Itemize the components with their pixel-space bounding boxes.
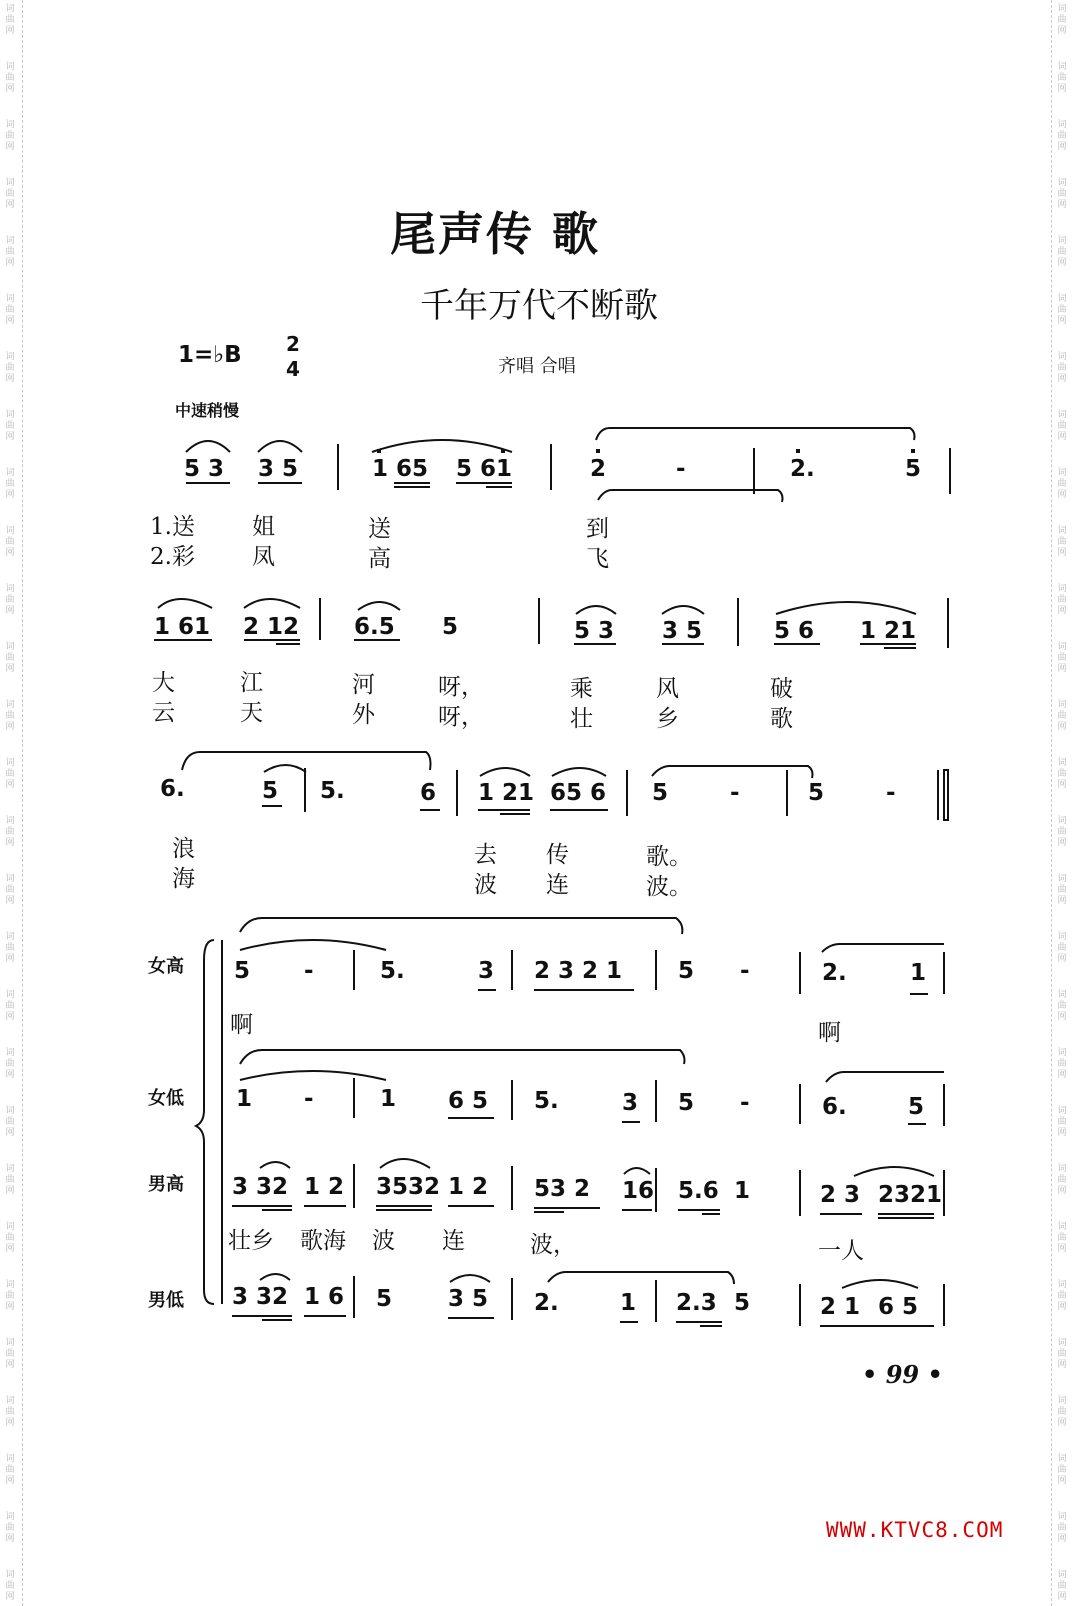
slur xyxy=(624,1168,650,1174)
note-group: 3 xyxy=(478,958,495,984)
lyric: 姐 xyxy=(252,514,275,540)
watermark-glyph: 词 曲 网 xyxy=(5,1280,15,1312)
lyric: 大 xyxy=(152,670,175,696)
watermark-glyph: 词 曲 网 xyxy=(1057,410,1067,442)
watermark-glyph: 词 曲 网 xyxy=(1057,236,1067,268)
time-signature-bottom: 4 xyxy=(286,357,300,381)
note-group: - xyxy=(740,958,750,984)
watermark-glyph: 词 曲 网 xyxy=(1057,1280,1067,1312)
slur xyxy=(576,606,616,614)
note-group: - xyxy=(730,780,740,806)
watermark-glyph: 词 曲 网 xyxy=(5,874,15,906)
lyric: 2.彩 xyxy=(150,544,195,570)
lyric: 外 xyxy=(352,702,375,728)
watermark-glyph: 词 曲 网 xyxy=(1057,816,1067,848)
website-watermark[interactable]: WWW.KTVC8.COM xyxy=(826,1518,1004,1542)
lyric: 连 xyxy=(546,872,569,898)
slur xyxy=(372,440,512,452)
lyric: 传 xyxy=(546,842,569,868)
note-group: 3 32 xyxy=(232,1284,289,1310)
time-signature-top: 2 xyxy=(286,332,300,356)
note-group: 1 xyxy=(734,1178,751,1204)
octave-dot xyxy=(797,450,799,452)
slur xyxy=(182,752,431,770)
lyric: 波 xyxy=(474,872,497,898)
watermark-glyph: 词 曲 网 xyxy=(1057,294,1067,326)
slur xyxy=(258,441,302,452)
note-group: 5 xyxy=(652,780,669,806)
slur xyxy=(822,944,944,952)
note-group: 5 3 xyxy=(574,618,615,644)
watermark-glyph: 词 曲 网 xyxy=(5,584,15,616)
watermark-glyph: 词 曲 网 xyxy=(5,120,15,152)
note-group: 1 65 xyxy=(372,456,429,482)
watermark-glyph: 词 曲 网 xyxy=(5,294,15,326)
slur xyxy=(240,1050,685,1064)
lyric: 云 xyxy=(152,700,175,726)
slur xyxy=(480,768,530,776)
slur xyxy=(264,765,306,772)
note-group: 2 12 xyxy=(243,614,300,640)
lyric: 啊 xyxy=(818,1020,841,1046)
lyric: 乘 xyxy=(570,676,593,702)
watermark-glyph: 词 曲 网 xyxy=(1057,1164,1067,1196)
octave-dot xyxy=(502,450,504,452)
watermark-glyph: 词 曲 网 xyxy=(5,352,15,384)
lyric: 乡 xyxy=(656,706,679,732)
note-group: 5 xyxy=(234,958,251,984)
note-group: 5 xyxy=(678,958,695,984)
lyric: 壮 xyxy=(570,706,593,732)
note-group: 1 2 xyxy=(304,1174,345,1200)
note-group: 2 1 xyxy=(820,1294,861,1320)
slur xyxy=(260,1274,290,1280)
lyric: 天 xyxy=(240,700,263,726)
note-group: 5 xyxy=(678,1090,695,1116)
song-title: 尾声传 歌 xyxy=(390,207,601,261)
note-group: 1 61 xyxy=(154,614,211,640)
slur xyxy=(186,441,230,452)
watermark-glyph: 词 曲 网 xyxy=(1057,1222,1067,1254)
lyric: 呀， xyxy=(438,674,484,700)
note-group: 5 xyxy=(262,778,279,804)
note-group: 5.6 xyxy=(678,1178,719,1204)
slur xyxy=(260,1162,290,1168)
note-group: 6. xyxy=(160,776,185,802)
note-group: 53 2 xyxy=(534,1176,591,1202)
watermark-glyph: 词 曲 网 xyxy=(5,1164,15,1196)
note-group: 1 21 xyxy=(860,618,917,644)
note-group: 5 61 xyxy=(456,456,513,482)
note-group: 5 xyxy=(908,1094,925,1120)
note-group: - xyxy=(304,1086,314,1112)
note-group: 1 xyxy=(380,1086,397,1112)
performance-style: 齐唱 合唱 xyxy=(498,356,576,377)
slur xyxy=(240,940,386,950)
watermark-glyph: 词 曲 网 xyxy=(5,4,15,36)
note-group: 2 3 2 1 xyxy=(534,958,623,984)
note-group: 1 xyxy=(236,1086,253,1112)
watermark-glyph: 词 曲 网 xyxy=(5,932,15,964)
lyric: 啊 xyxy=(230,1012,253,1038)
lyric: 江 xyxy=(240,670,263,696)
slur xyxy=(826,1072,944,1082)
note-group: - xyxy=(740,1090,750,1116)
watermark-glyph: 词 曲 网 xyxy=(5,1570,15,1602)
note-group: 6 xyxy=(420,780,437,806)
note-group: 6 5 xyxy=(878,1294,919,1320)
lyric: 呀， xyxy=(438,704,484,730)
watermark-glyph: 词 曲 网 xyxy=(5,1396,15,1428)
watermark-glyph: 词 曲 网 xyxy=(1057,874,1067,906)
watermark-glyph: 词 曲 网 xyxy=(5,1048,15,1080)
watermark-glyph: 词 曲 网 xyxy=(5,178,15,210)
voice-label-bass: 男低 xyxy=(148,1290,184,1311)
watermark-glyph: 词 曲 网 xyxy=(1057,120,1067,152)
slur xyxy=(358,602,400,610)
song-subtitle: 千年万代不断歌 xyxy=(420,286,658,326)
lyric: 歌海 xyxy=(300,1228,346,1254)
note-group: 16 xyxy=(622,1178,655,1204)
note-group: 5 6 xyxy=(774,618,815,644)
slur xyxy=(158,599,212,608)
slur xyxy=(596,428,915,440)
lyric: 去 xyxy=(474,842,497,868)
slur xyxy=(652,766,813,778)
note-group: 5. xyxy=(534,1088,559,1114)
slur xyxy=(240,918,682,934)
note-group: 1 xyxy=(620,1290,637,1316)
watermark-glyph: 词 曲 网 xyxy=(1057,4,1067,36)
lyric: 波。 xyxy=(646,874,692,900)
note-group: 3 5 xyxy=(448,1286,489,1312)
octave-dot xyxy=(378,450,380,452)
note-group: 2. xyxy=(790,456,815,482)
watermark-glyph: 词 曲 网 xyxy=(5,410,15,442)
watermark-glyph: 词 曲 网 xyxy=(1057,468,1067,500)
watermark-glyph: 词 曲 网 xyxy=(1057,990,1067,1022)
note-group: 6 5 xyxy=(448,1088,489,1114)
watermark-glyph: 词 曲 网 xyxy=(5,816,15,848)
note-group: 1 xyxy=(910,960,927,986)
watermark-glyph: 词 曲 网 xyxy=(1057,1106,1067,1138)
lyric: 到 xyxy=(586,516,609,542)
note-group: 2321 xyxy=(878,1182,943,1208)
note-group: 5 xyxy=(376,1286,393,1312)
watermark-glyph: 词 曲 网 xyxy=(5,642,15,674)
lyric: 河 xyxy=(352,672,375,698)
watermark-glyph: 词 曲 网 xyxy=(1057,758,1067,790)
note-group: 5 xyxy=(442,614,459,640)
lyric: 凤 xyxy=(252,544,275,570)
slur xyxy=(552,768,606,776)
voice-label-soprano: 女高 xyxy=(148,956,184,977)
slur xyxy=(240,1071,386,1080)
slur xyxy=(776,602,916,614)
lyric: 歌 xyxy=(770,706,793,732)
note-group: 5. xyxy=(380,958,405,984)
watermark-glyph: 词 曲 网 xyxy=(5,1222,15,1254)
note-group: - xyxy=(304,958,314,984)
lyric: 海 xyxy=(172,866,195,892)
note-group: 1 2 xyxy=(448,1174,489,1200)
note-group: 3 5 xyxy=(662,618,703,644)
note-group: 1 6 xyxy=(304,1284,345,1310)
key-signature: 1=♭B xyxy=(178,342,242,368)
slur xyxy=(548,1272,734,1284)
lyric: 飞 xyxy=(586,546,609,572)
watermark-glyph: 词 曲 网 xyxy=(1057,1338,1067,1370)
voice-label-tenor: 男高 xyxy=(148,1174,184,1195)
watermark-glyph: 词 曲 网 xyxy=(5,758,15,790)
lyric: 破 xyxy=(770,676,793,702)
note-group: 2 xyxy=(590,456,607,482)
watermark-glyph: 词 曲 网 xyxy=(5,1338,15,1370)
watermark-glyph: 词 曲 网 xyxy=(1057,62,1067,94)
note-group: - xyxy=(886,780,896,806)
lyric: 壮乡 xyxy=(228,1228,274,1254)
slur xyxy=(662,606,704,614)
watermark-glyph: 词 曲 网 xyxy=(1057,700,1067,732)
voice-label-alto: 女低 xyxy=(148,1088,184,1109)
watermark-glyph: 词 曲 网 xyxy=(5,526,15,558)
note-group: 3532 xyxy=(376,1174,441,1200)
lyric: 连 xyxy=(442,1228,465,1254)
note-group: 2 3 xyxy=(820,1182,861,1208)
watermark-glyph: 词 曲 网 xyxy=(1057,642,1067,674)
note-group: 65 6 xyxy=(550,780,607,806)
lyric: 风 xyxy=(656,676,679,702)
watermark-glyph: 词 曲 网 xyxy=(1057,526,1067,558)
lyric: 浪 xyxy=(172,836,195,862)
watermark-glyph: 词 曲 网 xyxy=(5,1454,15,1486)
slur xyxy=(450,1275,490,1282)
lyric: 送 xyxy=(368,516,391,542)
note-group: 2. xyxy=(534,1290,559,1316)
note-group: 5. xyxy=(320,778,345,804)
slur xyxy=(854,1167,934,1176)
note-group: 5 xyxy=(808,780,825,806)
watermark-glyph: 词 曲 网 xyxy=(1057,352,1067,384)
note-group: 3 32 xyxy=(232,1174,289,1200)
note-group: - xyxy=(676,456,686,482)
watermark-glyph: 词 曲 网 xyxy=(1057,178,1067,210)
octave-dot xyxy=(912,450,914,452)
note-group: 3 5 xyxy=(258,456,299,482)
octave-dot xyxy=(597,450,599,452)
watermark-glyph: 词 曲 网 xyxy=(1057,932,1067,964)
lyric: 歌。 xyxy=(646,844,692,870)
lyric: 一人 xyxy=(818,1238,864,1264)
note-group: 5 xyxy=(905,456,922,482)
note-group: 1 21 xyxy=(478,780,535,806)
watermark-glyph: 词 曲 网 xyxy=(1057,1048,1067,1080)
watermark-glyph: 词 曲 网 xyxy=(5,1106,15,1138)
watermark-glyph: 词 曲 网 xyxy=(5,236,15,268)
watermark-glyph: 词 曲 网 xyxy=(1057,1512,1067,1544)
slur xyxy=(842,1280,918,1288)
lyric: 1.送 xyxy=(150,514,195,540)
final-barline xyxy=(944,770,948,820)
watermark-glyph: 词 曲 网 xyxy=(1057,1570,1067,1602)
note-group: 3 xyxy=(622,1090,639,1116)
watermark-glyph: 词 曲 网 xyxy=(5,62,15,94)
lyric: 波， xyxy=(530,1232,576,1258)
watermark-glyph: 词 曲 网 xyxy=(5,990,15,1022)
note-group: 5 xyxy=(734,1290,751,1316)
watermark-glyph: 词 曲 网 xyxy=(5,1512,15,1544)
watermark-glyph: 词 曲 网 xyxy=(5,700,15,732)
note-group: 6.5 xyxy=(354,614,395,640)
lyric: 高 xyxy=(368,546,391,572)
note-group: 5 3 xyxy=(184,456,225,482)
slur xyxy=(244,599,300,608)
tempo-marking: 中速稍慢 xyxy=(175,401,240,420)
system-brace xyxy=(196,940,214,1304)
note-group: 2.3 xyxy=(676,1290,717,1316)
note-group: 2. xyxy=(822,960,847,986)
page-number: • 99 • xyxy=(862,1360,943,1389)
slur xyxy=(380,1159,430,1168)
watermark-glyph: 词 曲 网 xyxy=(1057,584,1067,616)
watermark-glyph: 词 曲 网 xyxy=(5,468,15,500)
lyric: 波 xyxy=(372,1228,395,1254)
note-group: 6. xyxy=(822,1094,847,1120)
watermark-glyph: 词 曲 网 xyxy=(1057,1454,1067,1486)
watermark-glyph: 词 曲 网 xyxy=(1057,1396,1067,1428)
